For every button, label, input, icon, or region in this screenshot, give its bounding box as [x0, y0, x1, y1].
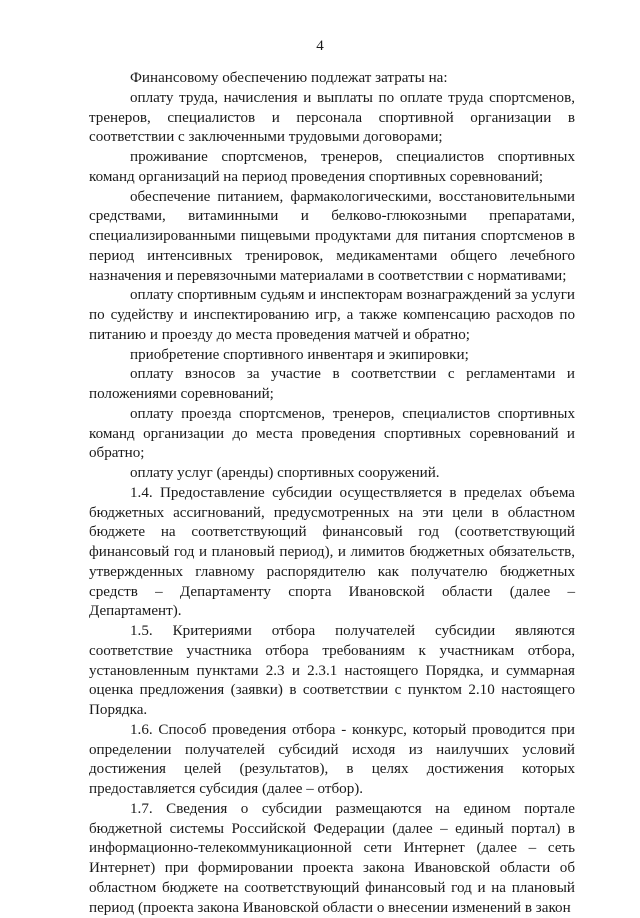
paragraph-1-6: 1.6. Способ проведения отбора - конкурс, который проводится при определении получателей субсидий исходя из наилучших условий достижения целей (результатов), в целях достижения которых предоставляется субсидия (далее – отбор).	[89, 721, 575, 797]
paragraph-travel: оплату проезда спортсменов, тренеров, специалистов спортивных команд организации до места проведения спортивных соревнований и обратно;	[89, 405, 575, 462]
paragraph-referees: оплату спортивным судьям и инспекторам вознаграждений за услуги по судейству и инспектированию игр, а также компенсацию расходов по питанию и проезду до места проведения матчей и обратно;	[89, 287, 575, 343]
paragraph-equipment: приобретение спортивного инвентаря и экипировки;	[130, 346, 469, 363]
paragraph-labor-costs: оплату труда, начисления и выплаты по оплате труда спортсменов, тренеров, специалистов и персонала спортивной организации в соответствии с заключенными трудовыми договорами;	[89, 89, 575, 146]
paragraph-fees: оплату взносов за участие в соответствии с регламентами и положениями соревнований;	[89, 366, 575, 402]
paragraph-intro: Финансовому обеспечению подлежат затраты на:	[130, 70, 448, 86]
paragraph-1-4: 1.4. Предоставление субсидии осуществляется в пределах объема бюджетных ассигнований, предусмотренных на эти цели в областном бюджете на соответствующий финансовый год (соответствующий финансовый год и плановый период), и лимитов бюджетных обязательств, утвержденных главному распорядителю как получателю бюджетных средств – Департаменту спорта Ивановской области (далее – Департамент).	[89, 484, 575, 620]
paragraph-1-7: 1.7. Сведения о субсидии размещаются на едином портале бюджетной системы Российской Федерации (далее – единый портал) в информационно-телекоммуникационной сети Интернет (далее – сеть Интернет) при формировании проекта закона Ивановской области об областном бюджете на соответствующий финансовый год и на плановый период (проекта закона Ивановской области о внесении изменений в закон	[89, 800, 575, 916]
document-body	[89, 69, 575, 918]
paragraph-nutrition: обеспечение питанием, фармакологическими, восстановительными средствами, витаминными и белково-глюкозными препаратами, специализированными пищевыми продуктами для питания спортсменов в период интенсивных тренировок, медикаментами общего лечебного назначения и перевязочными материалами в соответствии с нормативами;	[89, 188, 575, 284]
paragraph-facilities: оплату услуг (аренды) спортивных сооружений.	[130, 465, 440, 481]
paragraph-accommodation: проживание спортсменов, тренеров, специалистов спортивных команд организаций на период проведения спортивных соревнований;	[89, 149, 575, 185]
paragraph-1-5: 1.5. Критериями отбора получателей субсидии являются соответствие участника отбора требованиям к участникам отбора, установленным пунктами 2.3 и 2.3.1 настоящего Порядка, и суммарная оценка предложения (заявки) в соответствии с пунктом 2.10 настоящего Порядка.	[89, 623, 575, 718]
page-number: 4	[316, 38, 324, 54]
